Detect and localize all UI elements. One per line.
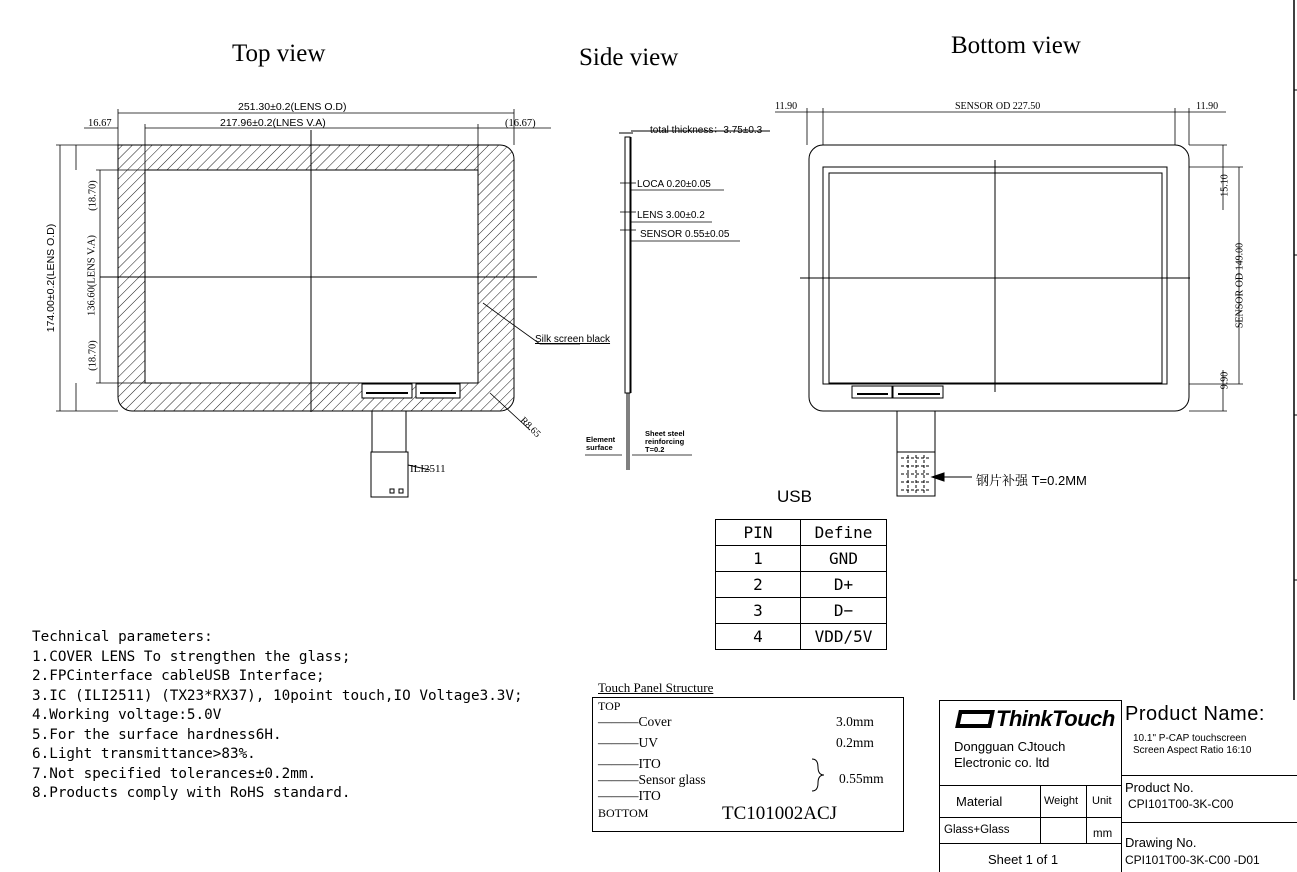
model-number: TC101002ACJ [722,803,838,824]
dim-sensor-width: SENSOR OD 227.50 [955,101,1041,112]
drawing-no: CPI101T00-3K-C00 -D01 [1125,853,1260,867]
sensor-value: 0.55mm [839,771,884,786]
dim-left-border: 16.67 [88,118,112,129]
technical-item: 5.For the surface hardness6H. [32,726,282,743]
usb-pin: 2 [716,572,801,598]
product-no-cell [1121,775,1297,823]
usb-pin-table [715,519,887,650]
dim-bottom-top: 15.10 [1219,174,1231,197]
structure-top: TOP [598,699,621,713]
table-row [716,624,887,650]
uv-value: 0.2mm [836,735,874,750]
dim-bottom-border: (18.70) [87,340,99,371]
structure-box [592,697,904,832]
product-name-line1: 10.1" P-CAP touchscreen [1133,733,1247,744]
structure-bottom: BOTTOM [598,806,649,820]
company-line1: Dongguan CJtouch [954,739,1066,754]
sheet-label: Sheet 1 of 1 [988,852,1059,867]
layer-cover: ———Cover [598,714,672,729]
unit-label: Unit [1092,795,1112,807]
company-cell [939,700,1122,786]
silk-screen-label: Silk screen black [535,334,611,345]
material-value: Glass+Glass [944,824,1010,836]
technical-item: 3.IC (ILI2511) (TX23*RX37), 10point touch,IO Voltage3.3V; [32,687,523,704]
material-label: Material [956,794,1003,809]
logo-text: ThinkTouch [996,706,1115,731]
dim-sensor-height: SENSOR OD 149.00 [1234,242,1246,329]
dim-right-border: (16.67) [505,118,536,129]
technical-item: 6.Light transmittance>83%. [32,746,256,762]
usb-pin: 3 [716,598,801,624]
dim-bottom-left: 11.90 [775,101,798,112]
layer-sensor-glass: ———Sensor glass [598,772,706,787]
technical-item: 4.Working voltage:5.0V [32,707,222,723]
sheet-steel-label: Sheet steel reinforcing T=0.2 [645,429,685,454]
table-row [716,520,887,546]
loca-label: LOCA 0.20±0.05 [637,179,711,190]
dim-lens-od-width: 251.30±0.2(LENS O.D) [238,101,347,113]
usb-define: GND [801,546,887,572]
usb-define: D− [801,598,887,624]
total-thickness-label: total thickness：3.75±0.3 [650,125,763,136]
side-view-title: Side view [579,44,679,71]
product-name-cell [1121,700,1297,776]
logo-mark-icon [955,710,995,728]
unit-value-cell [1086,817,1122,844]
dim-bottom-bottom: 9.90 [1219,371,1231,390]
layer-ito: ———ITO [598,788,661,803]
unit-value: mm [1093,828,1113,840]
drawing-no-cell [1121,822,1297,872]
usb-title: USB [777,487,812,506]
steel-reinforcement-note: 钢片补强 T=0.2MM [976,473,1087,488]
bottom-view-outline [800,145,1190,411]
usb-pin: 4 [716,624,801,650]
product-name-line2: Screen Aspect Ratio 16:10 [1133,745,1252,756]
company-line2: Electronic co. ltd [954,755,1050,770]
usb-header-pin: PIN [716,520,801,546]
corner-radius-label: R8.65 [517,415,543,440]
dim-bottom-right: 11.90 [1196,101,1219,112]
title-block [939,700,1297,872]
sheet-cell [939,843,1122,872]
technical-parameters [32,628,523,804]
layer-ito: ———ITO [598,756,661,771]
dim-va-height: 136.60(LENS V.A) [86,235,98,316]
bottom-view-title: Bottom view [951,32,1081,59]
layer-uv: ———UV [598,735,658,750]
dim-va-width: 217.96±0.2(LNES V.A) [220,117,326,129]
element-surface-label: Element surface [586,435,616,452]
material-value-cell [939,817,1041,844]
weight-value-cell [1040,817,1087,844]
structure-title: Touch Panel Structure [598,680,714,695]
drawing-no-label: Drawing No. [1125,835,1197,850]
table-row [716,598,887,624]
usb-header-define: Define [801,520,887,546]
side-view-leaders [585,183,740,455]
weight-label: Weight [1044,795,1079,807]
technical-title: Technical parameters: [32,629,213,645]
dim-lens-od-height: 174.00±0.2(LENS O.D) [45,223,57,333]
technical-item: 1.COVER LENS To strengthen the glass; [32,648,351,665]
top-view-outline [100,130,537,412]
table-row [716,572,887,598]
usb-define: D+ [801,572,887,598]
bottom-view-fpc [852,386,972,496]
top-view-title: Top view [232,40,326,67]
sensor-label: SENSOR 0.55±0.05 [640,229,730,240]
usb-pin: 1 [716,546,801,572]
weight-label-cell [1040,785,1087,818]
table-row [716,546,887,572]
usb-define: VDD/5V [801,624,887,650]
product-no: CPI101T00-3K-C00 [1128,797,1234,811]
lens-label: LENS 3.00±0.2 [637,210,705,221]
bottom-view-dimensions [775,108,1243,411]
technical-item: 2.FPCinterface cableUSB Interface; [32,668,325,684]
product-name-label: Product Name: [1125,703,1265,725]
dim-top-border: (18.70) [87,180,99,211]
technical-item: 8.Products comply with RoHS standard. [32,785,351,801]
product-no-label: Product No. [1125,780,1194,795]
ic-label: ILI2511 [410,463,446,475]
technical-item: 7.Not specified tolerances±0.2mm. [32,765,317,782]
material-label-cell [939,785,1041,818]
cover-value: 3.0mm [836,714,874,729]
unit-label-cell [1086,785,1122,818]
